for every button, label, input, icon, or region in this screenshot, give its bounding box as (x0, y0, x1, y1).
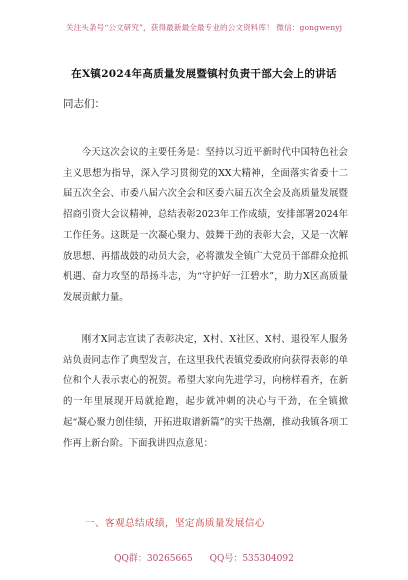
body-paragraph-2: 刚才X同志宣读了表彰决定，X村、X社区、X村、退役军人服务站负责同志作了典型发言，在这里我代表镇党委政府向获得表彰的单位和个人表示衷心的祝贺。希望大家向先进学习，向榜样看齐，在新的一年里展现开局就抢跑，起步就冲刺的决心与干劲，在全镇掀起“凝心聚力创佳绩，开拓进取谱新篇”的实干热潮，推动我镇各项工作再上新台阶。下面我讲四点意见： (63, 334, 348, 449)
footer-contact: QQ群：30265665 QQ号：535304092 (114, 554, 294, 564)
document-title: 在X镇2024年高质量发展暨镇村负责干部大会上的讲话 (71, 68, 337, 80)
body-paragraph-1: 今天这次会议的主要任务是：坚持以习近平新时代中国特色社会主义思想为指导，深入学习贯彻党的XX大精神，全面落实省委十二届五次全会、市委八届六次全会和区委六届五次全会及高质量发展暨招商引资大会议精神，总结表彰2023年工作成绩，安排部署2024年工作任务。这既是一次凝心聚力、鼓舞干劲的表彰大会，又是一次解放思想、再擂战鼓的动员大会，必将激发全镇广大党员干部群众抢抓机遇、奋力攻坚的昂扬斗志，为“守护好一江碧水”，助力X区高质量发展贡献力量。 (63, 147, 348, 303)
header-promo-banner: 关注头条号“公文研究”，获得最新最全最专业的公文资料库！ 微信：gongwenyj (65, 23, 343, 32)
salutation: 同志们： (63, 98, 105, 110)
section-heading-1: 一、客观总结成绩，坚定高质量发展信心 (85, 518, 265, 529)
